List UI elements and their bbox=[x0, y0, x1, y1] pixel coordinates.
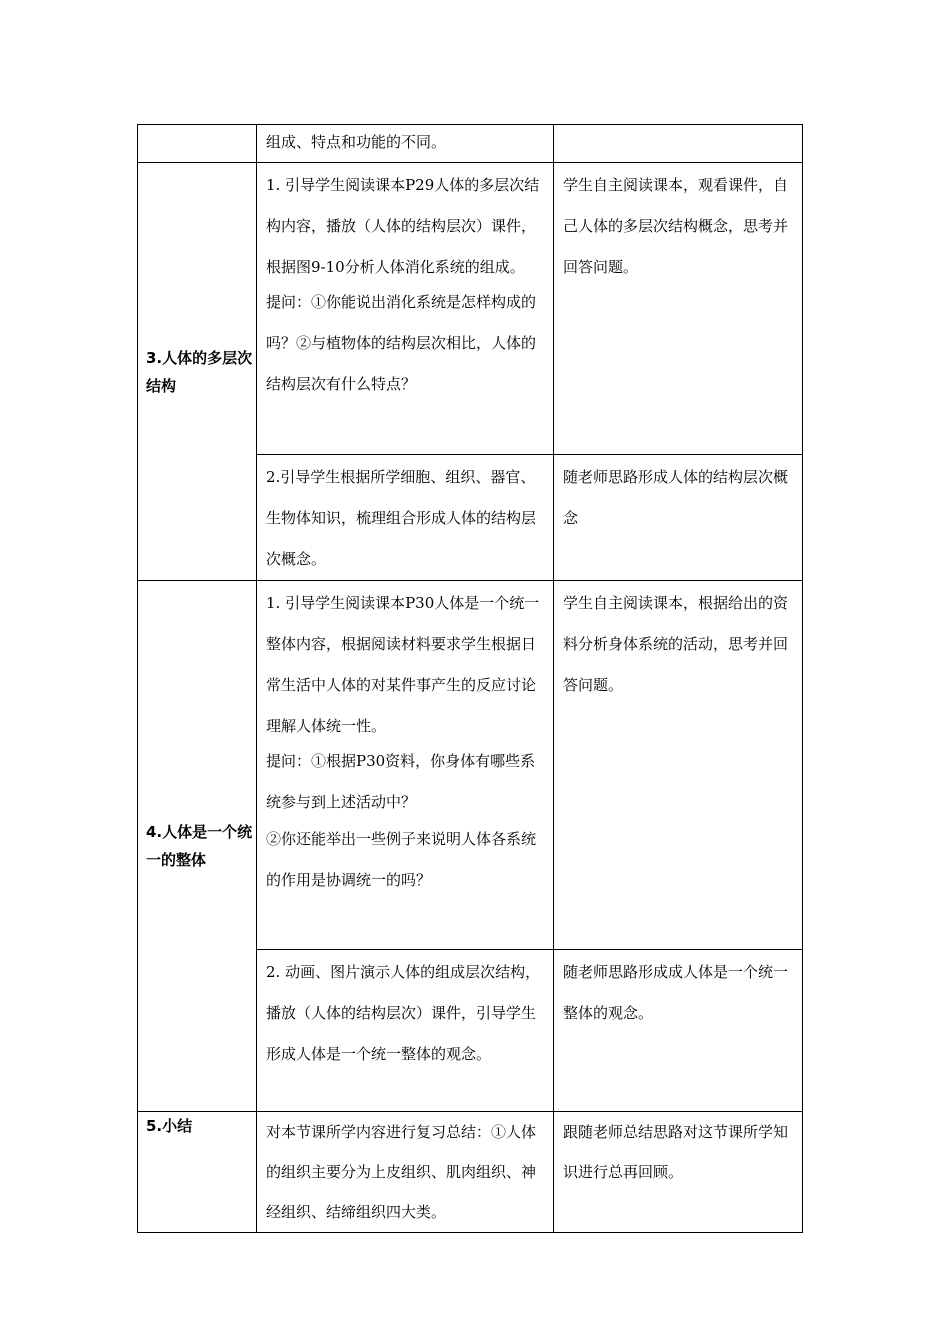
student-activity-text: 学生自主阅读课本，观看课件，自己人体的多层次结构概念，思考并回答问题。 bbox=[563, 176, 789, 276]
table-row bbox=[138, 1112, 803, 1233]
student-activity-cell bbox=[554, 581, 803, 950]
teacher-question-text: ②你还能举出一些例子来说明人体各系统的作用是协调统一的吗？ bbox=[266, 830, 537, 889]
lesson-plan-table bbox=[137, 124, 803, 1233]
table-row bbox=[138, 125, 803, 163]
teacher-activity-text: 1. 引导学生阅读课本P29人体的多层次结构内容，播放（人体的结构层次）课件，根据图9-10分析人体消化系统的组成。 bbox=[266, 176, 540, 276]
student-activity-cell bbox=[554, 455, 803, 581]
student-activity-cell bbox=[554, 1112, 803, 1233]
stage-label: 5.小结 bbox=[146, 1117, 193, 1135]
stage-label: 3.人体的多层次结构 bbox=[146, 348, 253, 395]
teacher-activity-cell bbox=[257, 581, 554, 950]
teacher-activity-text: 2. 动画、图片演示人体的组成层次结构，播放（人体的结构层次）课件，引导学生形成人体是一个统一整体的观念。 bbox=[266, 963, 541, 1063]
teacher-activity-cell bbox=[257, 950, 554, 1112]
student-activity-cell bbox=[554, 125, 803, 163]
stage-cell bbox=[138, 581, 257, 1112]
stage-label: 4.人体是一个统一的整体 bbox=[146, 823, 253, 869]
student-activity-text: 随老师思路形成人体的结构层次概念 bbox=[563, 468, 789, 527]
teacher-activity-text: 2.引导学生根据所学细胞、组织、器官、生物体知识，梳理组合形成人体的结构层次概念。 bbox=[266, 468, 537, 568]
teacher-question-text: 提问：①根据P30资料，你身体有哪些系统参与到上述活动中？ bbox=[266, 752, 536, 811]
teacher-question-text: 提问：①你能说出消化系统是怎样构成的吗？②与植物体的结构层次相比，人体的结构层次有什么特点？ bbox=[266, 293, 537, 393]
teacher-activity-cell bbox=[257, 163, 554, 455]
student-activity-cell bbox=[554, 163, 803, 455]
teacher-activity-cell bbox=[257, 1112, 554, 1233]
teacher-activity-cell bbox=[257, 125, 554, 163]
teacher-activity-text: 对本节课所学内容进行复习总结：①人体的组织主要分为上皮组织、肌肉组织、神经组织、结缔组织四大类。 bbox=[266, 1123, 537, 1221]
student-activity-text: 跟随老师总结思路对这节课所学知识进行总再回顾。 bbox=[563, 1123, 789, 1181]
stage-cell bbox=[138, 1112, 257, 1233]
stage-cell bbox=[138, 125, 257, 163]
student-activity-text: 随老师思路形成成人体是一个统一整体的观念。 bbox=[563, 963, 789, 1022]
teacher-activity-cell bbox=[257, 455, 554, 581]
table-row bbox=[138, 581, 803, 950]
student-activity-text: 学生自主阅读课本，根据给出的资料分析身体系统的活动，思考并回答问题。 bbox=[563, 594, 789, 694]
stage-cell bbox=[138, 163, 257, 581]
student-activity-cell bbox=[554, 950, 803, 1112]
teacher-activity-text: 1. 引导学生阅读课本P30人体是一个统一整体内容，根据阅读材料要求学生根据日常生活中人体的对某件事产生的反应讨论理解人体统一性。 bbox=[266, 594, 540, 735]
table-row bbox=[138, 163, 803, 455]
teacher-activity-text: 组成、特点和功能的不同。 bbox=[266, 133, 447, 151]
